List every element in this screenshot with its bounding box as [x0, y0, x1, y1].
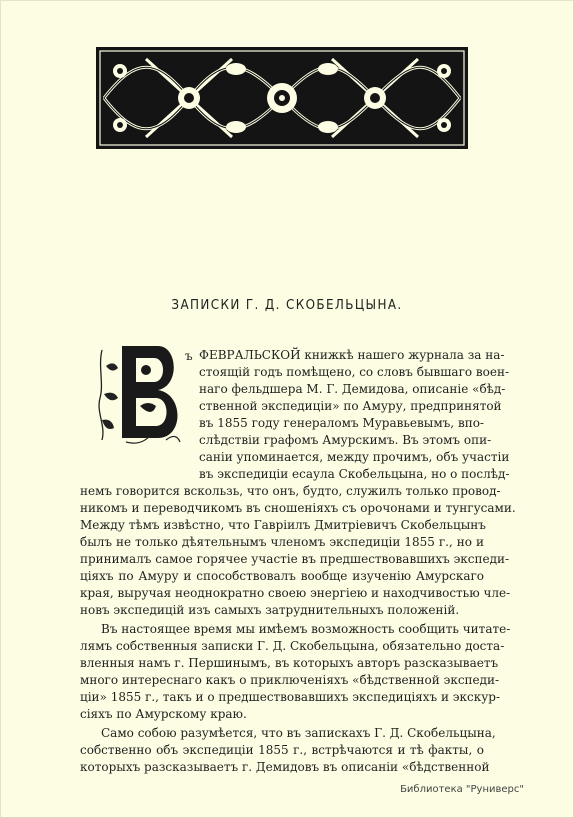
text-line: собственно объ экспедиціи 1855 г., встрѣчаются и тѣ факты, о — [80, 743, 484, 757]
text-line: въ экспедиціи есаула Скобельцына, но о послѣд- — [199, 467, 510, 481]
text-line: сіяхъ по Амурскому краю. — [80, 707, 247, 721]
text-line: принималъ самое горячее участіе въ предшествовавшихъ экспеди- — [80, 552, 510, 566]
text-line: стоящій годъ помѣщено, со словъ бывшаго воен- — [199, 365, 510, 379]
text-line: лямъ собственныя записки Г. Д. Скобельцына, обязательно доста- — [80, 639, 505, 653]
text-line: Само собою разумѣется, что въ запискахъ Г. Д. Скобельцына, — [101, 726, 496, 740]
text-line: Въ настоящее время мы имѣемъ возможность сообщить читате- — [101, 622, 511, 636]
text-line: наго фельдшера М. Г. Демидова, описаніе «бѣд- — [199, 382, 506, 396]
text-line: въ 1855 году генераломъ Муравьевымъ, впо- — [199, 416, 484, 430]
text-line: былъ не только дѣятельнымъ членомъ экспедиціи 1855 г., но и — [80, 535, 484, 549]
text-line: слѣдствіи графомъ Амурскимъ. Въ этомъ опи- — [199, 433, 492, 447]
text-line: ціяхъ по Амуру и способствовалъ вообще изученію Амурскаго — [80, 569, 484, 583]
page-title: ЗАПИСКИ Г. Д. СКОБЕЛЬЦЫНА. — [171, 298, 403, 313]
text-line: вленныя намъ г. Першинымъ, въ которыхъ авторъ разсказываетъ — [80, 656, 499, 670]
text-line: никомъ и переводчикомъ въ сношеніяхъ съ орочонами и тунгусами. — [80, 501, 516, 515]
text-line: много интереснаго какъ о приключеніяхъ «бѣдственной экспеди- — [80, 673, 500, 687]
drop-cap-tail: ъ — [185, 349, 193, 363]
text-line: саніи упоминается, между прочимъ, объ участіи — [199, 450, 510, 464]
text-line: ФЕВРАЛЬСКОЙ книжкѣ нашего журнала за на- — [199, 348, 505, 362]
text-line: немъ говорится вскользь, что онъ, будто, служилъ только провод- — [80, 484, 501, 498]
text-line: новъ экспедицій изъ самыхъ затруднительныхъ положеній. — [80, 603, 460, 617]
text-line: которыхъ разсказываетъ г. Демидовъ въ описаніи «бѣдственной — [80, 760, 490, 774]
text-line: ственной экспедиціи» по Амуру, предпринятой — [199, 399, 502, 413]
text-line: Между тѣмъ извѣстно, что Гавріилъ Дмитріевичъ Скобельцынъ — [80, 518, 486, 532]
library-watermark: Библиотека "Руниверс" — [400, 784, 524, 795]
text-line: края, выручая неоднократно своею энергіею и находчивостью чле- — [80, 586, 511, 600]
text-line: ціи» 1855 г., такъ и о предшествовавшихъ экспедиціяхъ и экскур- — [80, 690, 501, 704]
